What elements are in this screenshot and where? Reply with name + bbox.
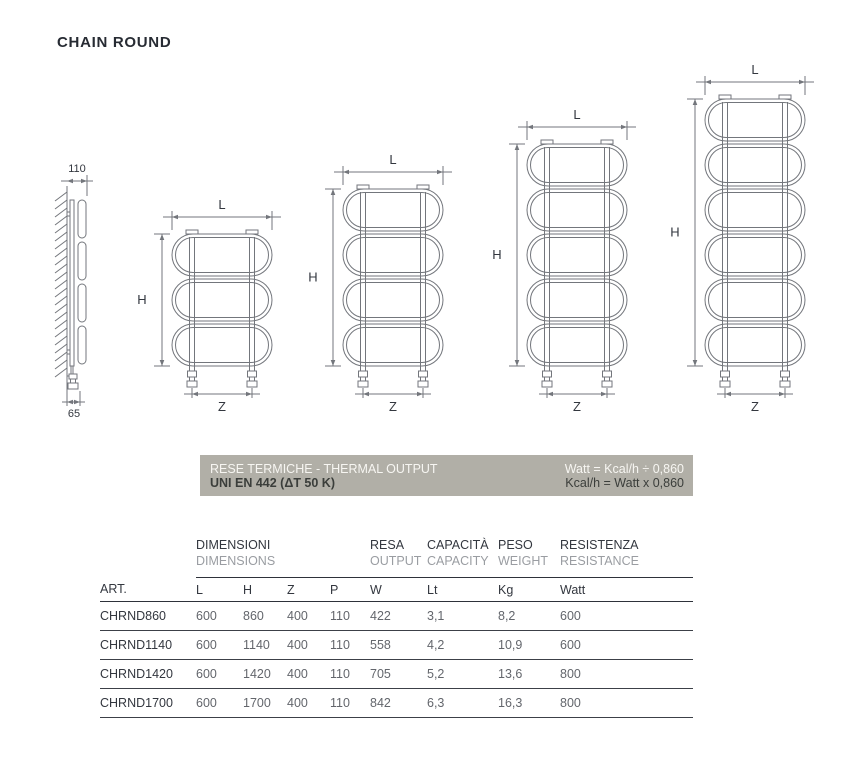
cell-art: CHRND860: [100, 602, 196, 631]
cell-value: 110: [330, 660, 370, 689]
group-header-spacer: [100, 537, 196, 578]
cell-value: 16,3: [498, 689, 560, 718]
group-header-weight: PESO WEIGHT: [498, 537, 560, 578]
table-row: [100, 631, 693, 660]
group-header-output: RESA OUTPUT: [370, 537, 427, 578]
svg-text:Z: Z: [218, 399, 226, 414]
col-header-watt: Watt: [560, 578, 693, 602]
banner-conversion-watt: Watt = Kcal/h ÷ 0,860: [564, 461, 684, 476]
group-header-resistance: RESISTENZA RESISTANCE: [560, 537, 693, 578]
group-header-capacity: CAPACITÀ CAPACITY: [427, 537, 498, 578]
cell-value: 400: [287, 631, 330, 660]
radiator-front-view-4-loops: [297, 151, 461, 416]
svg-text:H: H: [492, 247, 502, 262]
svg-text:L: L: [389, 152, 397, 167]
cell-value: 6,3: [427, 689, 498, 718]
cell-value: 800: [560, 660, 693, 689]
col-header-w: W: [370, 578, 427, 602]
cell-value: 600: [196, 602, 243, 631]
col-header-h: H: [243, 578, 287, 602]
radiator-front-view-6-loops: [659, 61, 823, 416]
banner-conversion-kcal: Kcal/h = Watt x 0,860: [565, 475, 684, 490]
svg-text:L: L: [218, 197, 226, 212]
svg-text:Z: Z: [573, 399, 581, 414]
cell-value: 422: [370, 602, 427, 631]
cell-value: 110: [330, 631, 370, 660]
cell-value: 800: [560, 689, 693, 718]
svg-text:H: H: [137, 292, 147, 307]
cell-value: 8,2: [498, 602, 560, 631]
svg-text:65: 65: [67, 408, 81, 420]
cell-art: CHRND1700: [100, 689, 196, 718]
cell-value: 600: [196, 660, 243, 689]
col-header-p: P: [330, 578, 370, 602]
col-header-art: ART.: [100, 578, 196, 602]
cell-value: 110: [330, 602, 370, 631]
cell-value: 600: [560, 602, 693, 631]
svg-text:L: L: [573, 107, 581, 122]
col-header-kg: Kg: [498, 578, 560, 602]
svg-text:Z: Z: [389, 399, 397, 414]
svg-text:H: H: [670, 224, 680, 240]
table-group-header-row: [100, 537, 693, 578]
cell-value: 1420: [243, 660, 287, 689]
cell-value: 558: [370, 631, 427, 660]
radiator-front-view-3-loops: [126, 196, 290, 416]
table-unit-header-row: [100, 578, 693, 602]
cell-value: 600: [196, 631, 243, 660]
cell-value: 13,6: [498, 660, 560, 689]
cell-value: 10,9: [498, 631, 560, 660]
cell-value: 1140: [243, 631, 287, 660]
cell-value: 400: [287, 602, 330, 631]
col-header-z: Z: [287, 578, 330, 602]
cell-value: 705: [370, 660, 427, 689]
thermal-output-banner: [200, 455, 693, 496]
banner-left-block: [210, 462, 438, 490]
table-row: [100, 689, 693, 718]
table-row: [100, 660, 693, 689]
cell-art: CHRND1420: [100, 660, 196, 689]
cell-value: 860: [243, 602, 287, 631]
cell-value: 3,1: [427, 602, 498, 631]
table-row: [100, 602, 693, 631]
cell-value: 1700: [243, 689, 287, 718]
svg-text:H: H: [308, 269, 318, 285]
svg-text:Z: Z: [751, 399, 759, 414]
cell-value: 842: [370, 689, 427, 718]
banner-right-block: [565, 462, 684, 490]
svg-text:L: L: [751, 62, 759, 77]
col-header-lt: Lt: [427, 578, 498, 602]
radiator-front-view-5-loops: [481, 106, 645, 416]
banner-title: RESE TERMICHE - THERMAL OUTPUT: [210, 461, 438, 476]
cell-value: 600: [196, 689, 243, 718]
cell-value: 110: [330, 689, 370, 718]
group-header-dimensions: DIMENSIONI DIMENSIONS: [196, 537, 370, 578]
svg-text:110: 110: [68, 163, 86, 175]
spec-table: [100, 537, 693, 718]
banner-standard: UNI EN 442 (ΔT 50 K): [210, 475, 335, 490]
side-view-svg: [40, 160, 104, 422]
page-title: CHAIN ROUND: [57, 34, 172, 51]
col-header-l: L: [196, 578, 243, 602]
cell-value: 4,2: [427, 631, 498, 660]
cell-value: 5,2: [427, 660, 498, 689]
cell-value: 400: [287, 660, 330, 689]
cell-art: CHRND1140: [100, 631, 196, 660]
cell-value: 600: [560, 631, 693, 660]
cell-value: 400: [287, 689, 330, 718]
